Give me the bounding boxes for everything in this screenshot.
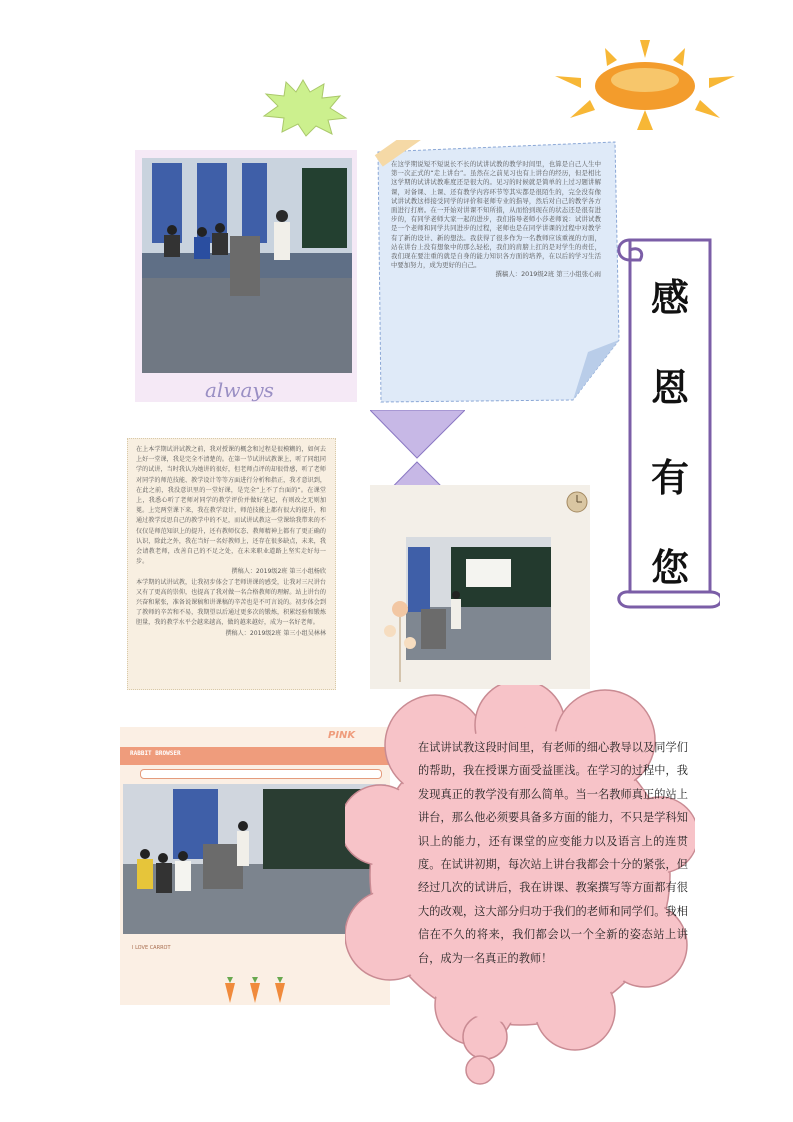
reflection-note-2 (127, 438, 336, 690)
note2-signature-2: 撰稿人：2019级2班 第三小组吴林林 (225, 629, 326, 637)
always-caption: always (205, 378, 274, 402)
note2-text-1: 在上本学期试讲试教之前，我对授课的概念和过程是很模糊的，如何去上好一堂课，我是完全不清楚的。在第一节试讲试教课上，听了同组同学的试讲，当时我认为她讲的很好，但老师点评的却很骨感，听了老师对同学的师范技能、教学设计等等方面进行分析和指正，我才意识到，在此之前，我没意识里的一堂好课，是完全“上不了台面的”。在课堂上，我悉心听了老师对同学的教学评价并做好笔记，有则改之无则加冕。上完两堂课下来，我在教学设计，师范技能上都有很大的提升，和通过教学反思自己的教学中的不足，而试讲试教这一堂课给我带来的不仅仅是师范知识上的提升，还有教师仪态、教师精神上都有了更正确的认识，除此之外，我在当好一名好教师上，还存在很多缺点，未来，我会请教老师，改善自己的不足之处，在未来职业道路上坚实走好每一步。 (136, 446, 326, 566)
pink-tag: PINK (328, 730, 356, 741)
classroom-photo-card-1 (135, 150, 357, 402)
cloud-reflection-text: 在试讲试教这段时间里，有老师的细心教导以及同学们的帮助，我在授课方面受益匪浅。在学习的过程中，我发现真正的教学没有那么简单。当一名教师真正的站上讲台，那么他必须要具备多方面的能力，不只是学科知识上的能力，还有课堂的应变能力以及语言上的连贯度。在试讲初期，每次站上讲台我都会十分的紧张，但经过几次的试讲后，我在讲课、教案撰写等方面都有很大的改观，这大部分归功于我们的老师和同学们。我相信在不久的将来，我们都会以一个全新的姿态站上讲台，成为一名真正的教师！ (418, 741, 688, 965)
star-burst-icon (258, 78, 348, 138)
classroom-photo-2 (406, 537, 551, 660)
title-char-1: 感 (650, 275, 689, 320)
carrot-icons (220, 977, 295, 1005)
note1-text: 在这学期说短不短说长不长的试讲试教的教学时间里，也算是自己人生中第一次正式的“走上讲台”。虽然在之前见习也有上讲台的经历，但是相比这学期的试讲试教难度还是很大的。见习的时候就是简单的上过习题讲解课，对备课、上课、还有教学内容环节等其实都是很陌生的，完全没有像试讲试教这样接受同学的评价和老师专业的指导，然后对自己的教学各方面进行打磨。在一开始对讲课不知所措，从而恰到现在的状态还是很有进步的，有同学老师大家一起的进步，我们指导老师小莎老师说：试讲试教是一个老师和同学共同进步的过程，老师也是在同学讲课的过程中对教学有了新的设计、新的想法。我获得了很多作为一名教师应该重视的方面，站在讲台上没有想象中的那么轻松，我们的肩膀上扛的是对学生的责任，我们现在要注重的就是自身的能力知识各方面的培养，在以后的学习生活中要加努力，成为更好的自己。 (391, 160, 601, 270)
title-char-3: 有 (650, 455, 689, 500)
title-vertical (650, 268, 690, 628)
note1-signature: 撰稿人：2019级2班 第三小组张心雨 (495, 270, 601, 279)
reflection-note-1 (373, 140, 621, 404)
browser-footer: I LOVE CARROT (132, 945, 171, 951)
title-char-2: 恩 (650, 365, 689, 410)
classroom-photo-card-2 (370, 485, 590, 689)
sun-decoration-icon (545, 38, 745, 138)
classroom-photo-1 (142, 158, 352, 373)
note2-text-2: 本学期的试讲试教，让我初步体会了老师讲课的感受，让我对三尺讲台又有了更高的崇仰，也提高了我对做一名合格教师的理解。站上讲台的兴奋和紧张，准备说课稿和讲课稿的辛苦也是不可言说的。初步体会到了教师的辛苦和不易，我期望以后通过更多次的锻炼，积累经验和锻炼胆量，我的教学水平会越来越高，做的越来越好，成为一名好老师。 (136, 578, 326, 627)
clock-icon (566, 491, 588, 513)
note2-signature-1: 撰稿人：2019级2班 第三小组杨欣 (231, 568, 326, 576)
flower-decoration-icon (378, 597, 423, 682)
title-char-4: 您 (650, 545, 689, 590)
browser-title: RABBIT BROWSER (130, 750, 181, 757)
